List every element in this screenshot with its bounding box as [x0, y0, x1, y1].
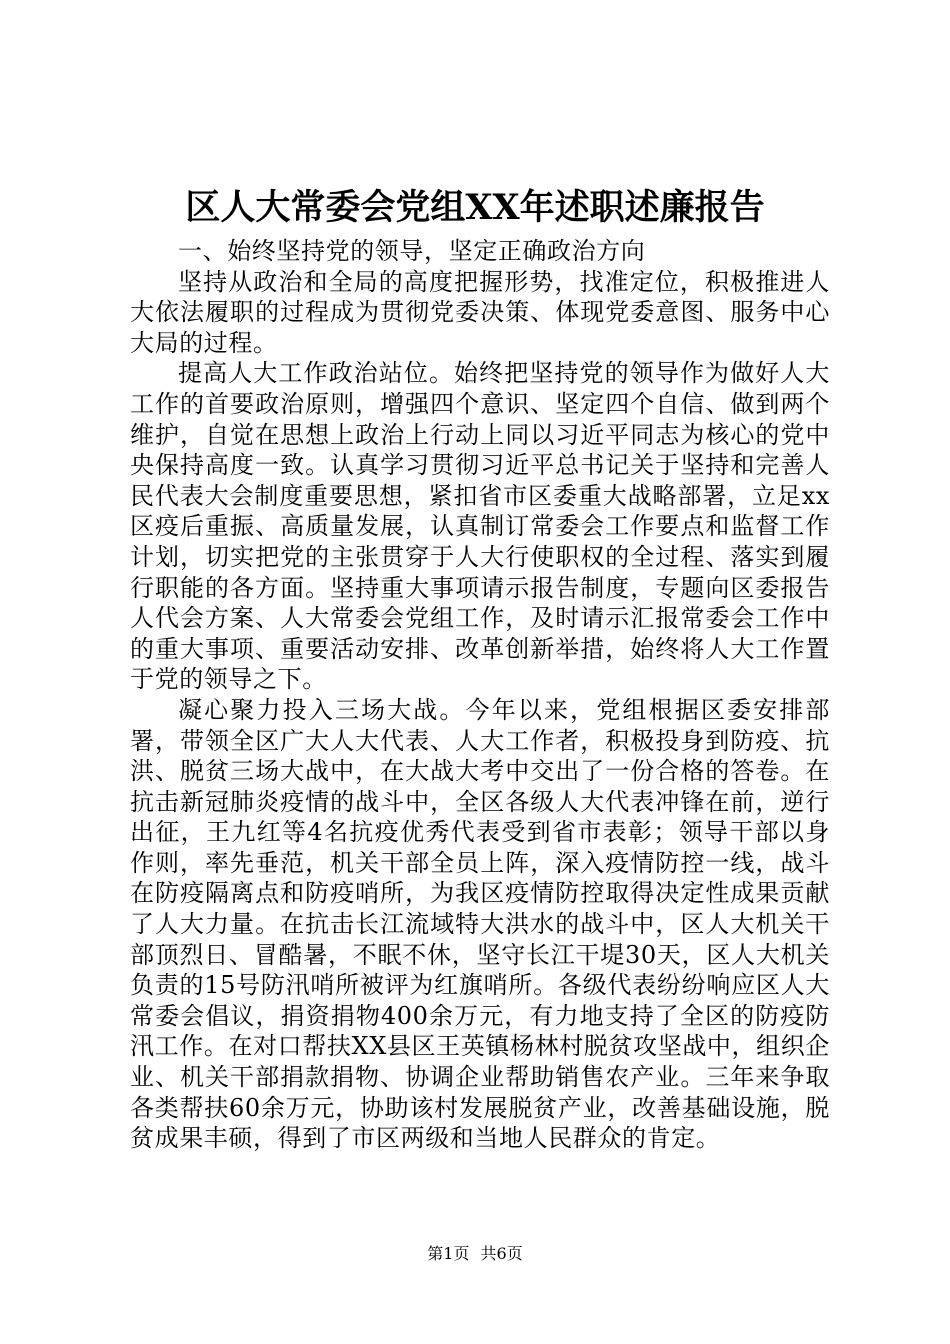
paragraph-1: 坚持从政治和全局的高度把握形势，找准定位，积极推进人大依法履职的过程成为贯彻党委决策、体现党委意图、服务中心大局的过程。	[130, 267, 830, 357]
section-heading: 一、始终坚持党的领导，坚定正确政治方向	[178, 237, 646, 265]
paragraph-3: 凝心聚力投入三场大战。今年以来，党组根据区委安排部署，带领全区广大人大代表、人大工作者，积极投身到防疫、抗洪、脱贫三场大战中，在大战大考中交出了一份合格的答卷。在抗击新冠肺炎疫情的战斗中，全区各级人大代表冲锋在前，逆行出征，王九红等4名抗疫优秀代表受到省市表彰；领导干部以身作则，率先垂范，机关干部全员上阵，深入疫情防控一线，战斗在防疫隔离点和防疫哨所，为我区疫情防控取得决定性成果贡献了人大力量。在抗击长江流域特大洪水的战斗中，区人大机关干部顶烈日、冒酷暑，不眠不休，坚守长江干堤30天，区人大机关负责的15号防汛哨所被评为红旗哨所。各级代表纷纷响应区人大常委会倡议，捐资捐物400余万元，有力地支持了全区的防疫防汛工作。在对口帮扶XX县区王英镇杨林村脱贫攻坚战中，组织企业、机关干部捐款捐物、协调企业帮助销售农产业。三年来争取各类帮扶60余万元，协助该村发展脱贫产业，改善基础设施，脱贫成果丰硕，得到了市区两级和当地人民群众的肯定。	[130, 695, 830, 1153]
paragraph-2: 提高人大工作政治站位。始终把坚持党的领导作为做好人大工作的首要政治原则，增强四个意识、坚定四个自信、做到两个维护，自觉在思想上政治上行动上同以习近平同志为核心的党中央保持高度一致。认真学习贯彻习近平总书记关于坚持和完善人民代表大会制度重要思想，紧扣省市区委重大战略部署，立足xx区疫后重振、高质量发展，认真制订常委会工作要点和监督工作计划，切实把党的主张贯穿于人大行使职权的全过程、落实到履行职能的各方面。坚持重大事项请示报告制度，专题向区委报告人代会方案、人大常委会党组工作，及时请示汇报常委会工作中的重大事项、重要活动安排、改革创新举措，始终将人大工作置于党的领导之下。	[130, 359, 830, 694]
document-title: 区人大常委会党组XX年述职述廉报告	[185, 187, 765, 228]
page-number: 第1页	[427, 1244, 470, 1263]
page-footer	[0, 1244, 950, 1264]
document-body	[130, 236, 830, 1154]
page-total: 共6页	[480, 1244, 523, 1263]
